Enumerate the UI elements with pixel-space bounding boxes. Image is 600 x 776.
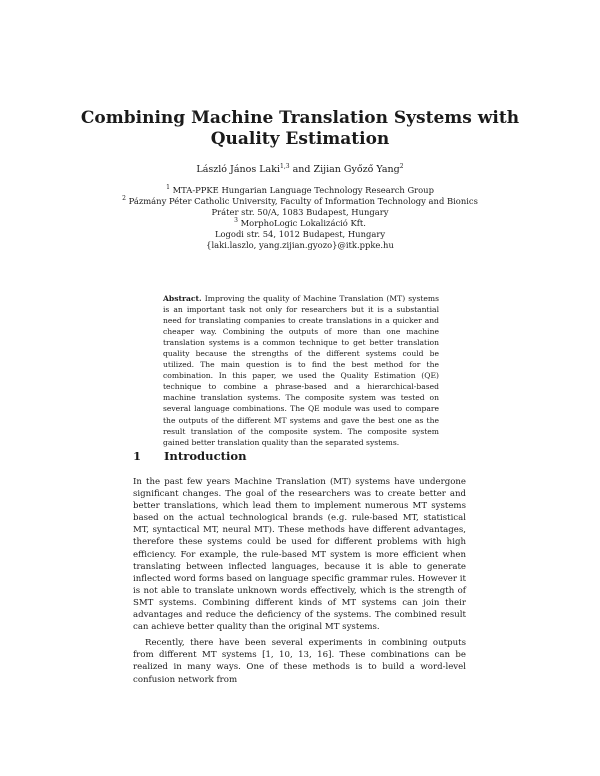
affiliation-3-text: MorphoLogic Lokalizáció Kft. [240, 218, 366, 228]
affiliation-2-mark: 2 [122, 195, 126, 202]
author-list [0, 164, 600, 176]
author-2-affiliation-mark: 2 [399, 163, 404, 170]
affiliation-2 [0, 196, 600, 207]
intro-paragraph-1: In the past few years Machine Translation (MT) systems have undergone significant changes. The goal of the researchers was to create better and better translations, which lead them to implement numerous MT systems based on the actual technological brands (e.g. rule-based MT, statistical MT, syntactical MT, neural MT). These methods have different advantages, therefore these systems could be used for different problems with high efficiency. For example, the rule-based MT system is more efficient when translating between inflected languages, because it is able to generate inflected word forms based on language specific grammar rules. However it is not able to translate unknown words effectively, which is the strength of SMT systems. Combining different kinds of MT systems can join their advantages and reduce the deficiency of the systems. The combined result can achieve better quality than the original MT systems. [133, 477, 466, 633]
paper-title [0, 108, 600, 150]
section-title: Introduction [164, 449, 247, 463]
affiliation-3-mark: 3 [234, 217, 238, 224]
affiliation-1 [0, 185, 600, 196]
section-number: 1 [133, 449, 142, 463]
title-line-1: Combining Machine Translation Systems with [80, 108, 520, 128]
introduction-body [133, 476, 466, 686]
abstract-text: Improving the quality of Machine Translation (MT) systems is an important task not only for researchers but it is a substantial need for translating companies to create translations in a quicker and cheaper way. Combining the outputs of more than one machine translation systems is a common technique to get better translation quality because the strengths of the different systems could be utilized. The main question is to find the best method for the combination. In this paper, we used the Quality Estimation (QE) technique to combine a phrase-based and a hierarchical-based machine translation systems. The composite system was tested on several language combinations. The QE module was used to compare the outputs of the different MT systems and gave the best one as the result translation of the composite system. The composite system gained better translation quality than the separated systems. [163, 294, 439, 447]
author-1-affiliation-mark: 1,3 [280, 163, 290, 170]
affiliation-2-text: Pázmány Péter Catholic University, Faculty of Information Technology and Bionics [128, 196, 478, 206]
title-line-2: Quality Estimation [210, 129, 390, 149]
abstract [163, 293, 439, 448]
affiliation-2-address: Práter str. 50/A, 1083 Budapest, Hungary [211, 207, 389, 217]
affiliation-1-text: MTA-PPKE Hungarian Language Technology Research Group [172, 185, 434, 195]
author-1-name: László János Laki [196, 164, 281, 175]
author-2-name: Zijian Győző Yang [313, 164, 400, 175]
author-conjunction: and [292, 164, 311, 175]
affiliation-3-address: Logodi str. 54, 1012 Budapest, Hungary [214, 229, 386, 239]
affiliation-3 [0, 218, 600, 229]
author-email: {laki.laszlo, yang.zijian.gyozo}@itk.ppke.hu [206, 240, 394, 250]
affiliation-1-mark: 1 [166, 184, 170, 191]
intro-paragraph-2: Recently, there have been several experiments in combining outputs from different MT systems [1, 10, 13, 16]. These combinations can be realized in many ways. One of these methods is to build a word-level confusion network from [133, 638, 466, 685]
section-heading-introduction [133, 449, 247, 463]
abstract-label: Abstract. [163, 294, 202, 303]
